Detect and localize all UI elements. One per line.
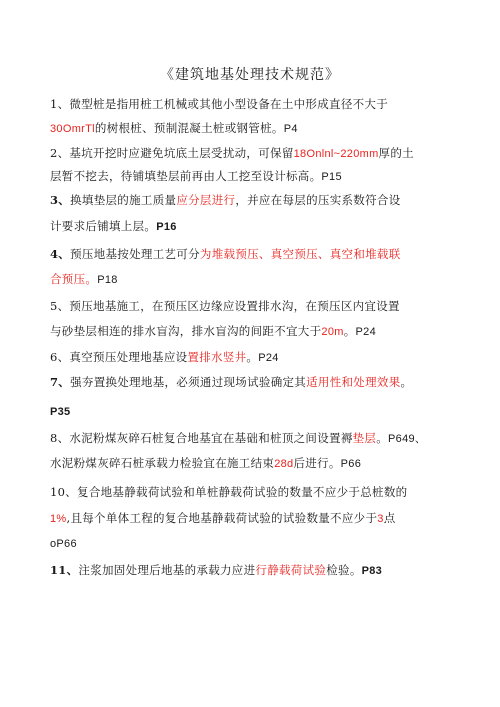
item-3-line-2: 计要求后铺填上层。P16: [50, 219, 177, 233]
item-4-line-1: 4、预压地基按处理工艺可分为堆载预压、真空预压、真空和堆载联: [50, 247, 401, 261]
item-5-line-2: 与砂垫层相连的排水盲沟，排水盲沟的间距不宜大于20m。P24: [50, 324, 377, 338]
item-2-line-1: 2、基坑开挖时应避免坑底土层受扰动，可保留18Onlnl~220mm厚的土: [50, 146, 414, 160]
item-7-line-1: 7、强夯置换处理地基，必须通过现场试验确定其适用性和处理效果。: [50, 375, 413, 389]
item-11-line-1: 11、注浆加固处理后地基的承载力应进行静载荷试验检验。P83: [50, 563, 383, 577]
document-title: 《建筑地基处理技术规范》: [160, 67, 340, 83]
item-10-line-3: oP66: [50, 538, 77, 550]
item-3-line-1: 3、换填垫层的施工质量应分层进行，并应在每层的压实系数符合设: [50, 193, 401, 207]
item-7-line-2: P35: [50, 406, 71, 418]
item-10-line-2: 1%,且每个单体工程的复合地基静载荷试验的试验数量不应少于3点: [50, 511, 396, 525]
item-1-line-2: 30OmrTl的树根桩、预制混凝土桩或钢管桩。P4: [50, 121, 298, 135]
item-2-line-2: 层暂不挖去，待铺填垫层前再由人工挖至设计标高。P15: [50, 169, 342, 183]
item-6-line-1: 6、真空预压处理地基应设置排水竖井。P24: [50, 350, 279, 364]
item-10-line-1: 10、复合地基静载荷试验和单桩静载荷试验的数量不应少于总桩数的: [50, 485, 408, 499]
item-1-line-1: 1、微型桩是指用桩工机械或其他小型设备在土中形成直径不大于: [50, 97, 389, 111]
item-5-line-1: 5、预压地基施工，在预压区边缘应设置排水沟，在预压区内宜设置: [50, 299, 400, 313]
item-8-line-1: 8、水泥粉煤灰碎石桩复合地基宜在基础和桩顶之间设置褥垫层。P649、: [50, 431, 427, 445]
item-4-line-2: 合预压。P18: [50, 272, 118, 286]
item-9-line-1: 水泥粉煤灰碎石桩承载力检验宜在施工结束28d后进行。P66: [50, 456, 362, 470]
